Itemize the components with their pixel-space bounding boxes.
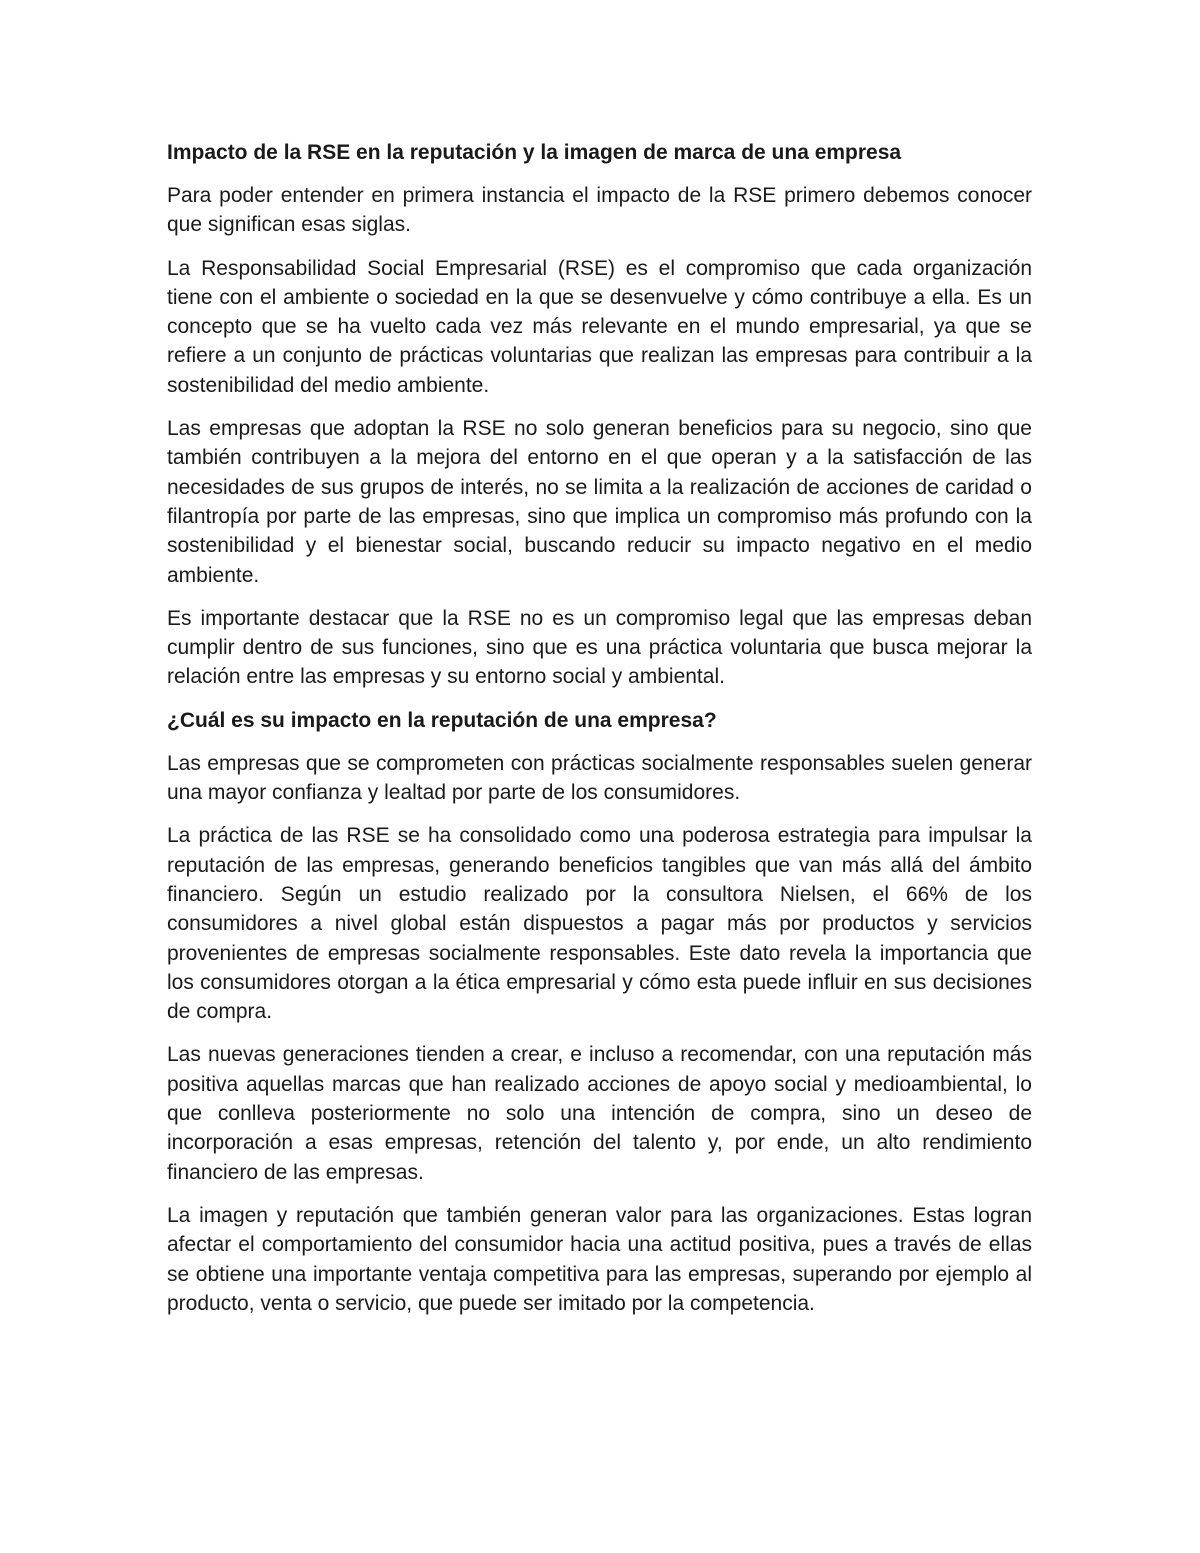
- document-body: [167, 138, 1032, 1332]
- paragraph: Las nuevas generaciones tienden a crear, e incluso a recomendar, con una reputación más positiva aquellas marcas que han realizado acciones de apoyo social y medioambiental, lo que conlleva posteriormente no solo una intención de compra, sino un deseo de incorporación a esas empresas, retención del talento y, por ende, un alto rendimiento financiero de las empresas.: [167, 1043, 1032, 1184]
- paragraph: Las empresas que adoptan la RSE no solo generan beneficios para su negocio, sino que también contribuyen a la mejora del entorno en el que operan y a la satisfacción de las necesidades de sus grupos de interés, no se limita a la realización de acciones de caridad o filantropía por parte de las empresas, sino que implica un compromiso más profundo con la sostenibilidad y el bienestar social, buscando reducir su impacto negativo en el medio ambiente.: [167, 417, 1032, 587]
- section-subheading: ¿Cuál es su impacto en la reputación de una empresa?: [167, 708, 717, 732]
- paragraph: Es importante destacar que la RSE no es un compromiso legal que las empresas deban cumplir dentro de sus funciones, sino que es una práctica voluntaria que busca mejorar la relación entre las empresas y su entorno social y ambiental.: [167, 606, 1032, 689]
- document-title: Impacto de la RSE en la reputación y la imagen de marca de una empresa: [167, 141, 902, 164]
- paragraph: Las empresas que se comprometen con prácticas socialmente responsables suelen generar una mayor confianza y lealtad por parte de los consumidores.: [167, 751, 1032, 805]
- paragraph: La práctica de las RSE se ha consolidado como una poderosa estrategia para impulsar la reputación de las empresas, generando beneficios tangibles que van más allá del ámbito financiero. Según un estudio realizado por la consultora Nielsen, el 66% de los consumidores a nivel global están dispuestos a pagar más por productos y servicios provenientes de empresas socialmente responsables. Este dato revela la importancia que los consumidores otorgan a la ética empresarial y cómo esta puede influir en sus decisiones de compra.: [167, 824, 1032, 1024]
- paragraph: La Responsabilidad Social Empresarial (RSE) es el compromiso que cada organización tiene con el ambiente o sociedad en la que se desenvuelve y cómo contribuye a ella. Es un concepto que se ha vuelto cada vez más relevante en el mundo empresarial, ya que se refiere a un conjunto de prácticas voluntarias que realizan las empresas para contribuir a la sostenibilidad del medio ambiente.: [167, 256, 1032, 397]
- paragraph: La imagen y reputación que también generan valor para las organizaciones. Estas logran afectar el comportamiento del consumidor hacia una actitud positiva, pues a través de ellas se obtiene una importante ventaja competitiva para las empresas, superando por ejemplo al producto, venta o servicio, que puede ser imitado por la competencia.: [167, 1203, 1032, 1315]
- paragraph: Para poder entender en primera instancia el impacto de la RSE primero debemos conocer que significan esas siglas.: [167, 184, 1032, 237]
